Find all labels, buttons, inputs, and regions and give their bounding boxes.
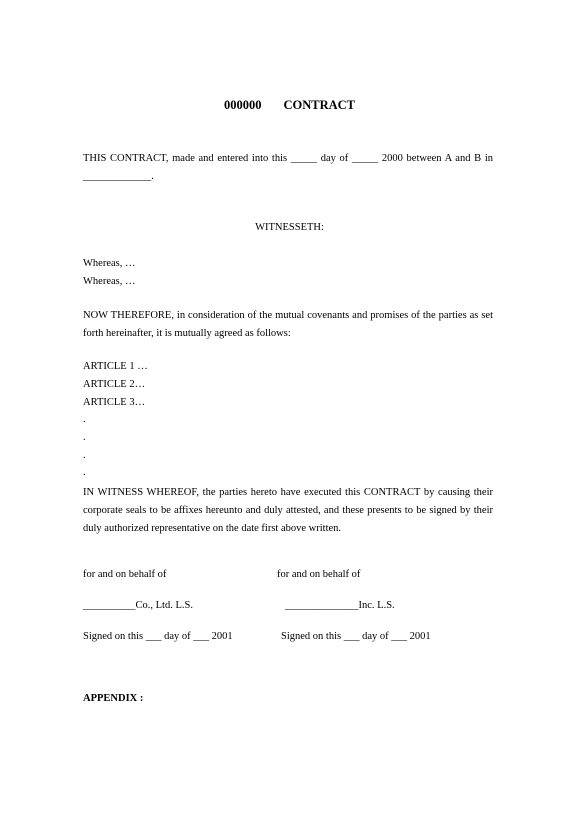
intro-paragraph: THIS CONTRACT, made and entered into this _____ day of _____ 2000 between A and B in _____________. — [83, 153, 493, 182]
now-therefore-paragraph: NOW THEREFORE, in consideration of the mutual covenants and promises of the parties as set forth hereinafter, it is mutually agreed as follows: — [83, 310, 493, 339]
ellipsis-dot: . — [83, 432, 86, 443]
ellipsis-dot: . — [83, 414, 86, 425]
article-3: ARTICLE 3… — [83, 397, 146, 408]
whereas-clause-1: Whereas, … — [83, 258, 136, 269]
left-company-line: __________Co., Ltd. L.S. — [83, 600, 193, 611]
ellipsis-dot: . — [83, 467, 86, 478]
ellipsis-dot: . — [83, 450, 86, 461]
in-witness-paragraph: IN WITNESS WHEREOF, the parties hereto have executed this CONTRACT by causing their corporate seals to be affixes hereunto and duly attested, and these presents to be signed by their duly authorized representative on the date first above written. — [83, 487, 493, 534]
left-signed-line: Signed on this ___ day of ___ 2001 — [83, 631, 233, 642]
article-2: ARTICLE 2… — [83, 379, 146, 390]
left-behalf-label: for and on behalf of — [83, 569, 167, 580]
article-1: ARTICLE 1 … — [83, 361, 148, 372]
right-signed-line: Signed on this ___ day of ___ 2001 — [281, 631, 431, 642]
title-text: CONTRACT — [283, 98, 356, 112]
witnesseth-heading: WITNESSETH: — [255, 222, 324, 233]
document-title — [0, 98, 579, 113]
right-behalf-label: for and on behalf of — [277, 569, 361, 580]
appendix-heading: APPENDIX : — [83, 693, 144, 704]
title-code: 000000 — [223, 98, 262, 112]
whereas-clause-2: Whereas, … — [83, 276, 136, 287]
right-company-line: ______________Inc. L.S. — [285, 600, 395, 611]
